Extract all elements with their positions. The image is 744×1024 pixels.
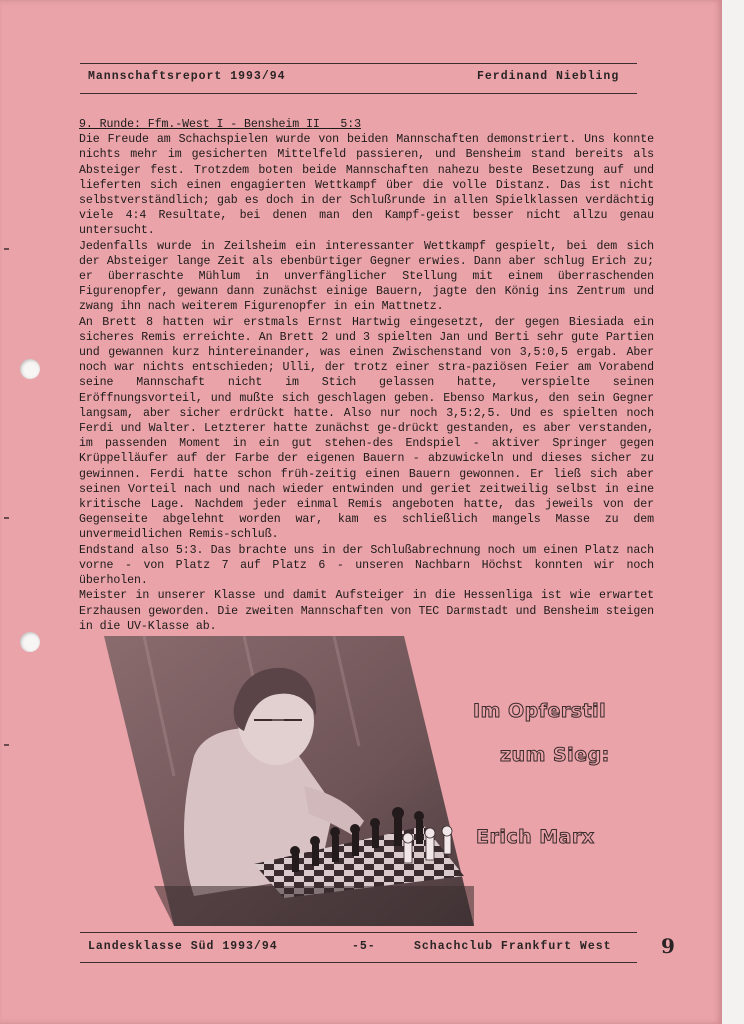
punch-hole	[20, 632, 40, 652]
footer-right: Schachclub Frankfurt West	[414, 940, 612, 953]
paragraph: Endstand also 5:3. Das brachte uns in der Schlußabrechnung noch um einen Platz nach vorne - von Platz 7 auf Platz 6 - unseren Nachbarn Höchst konnten wir noch überholen.	[79, 543, 654, 588]
caption-line-2: zum Sieg:	[500, 744, 610, 766]
margin-mark	[4, 248, 9, 250]
margin-mark	[4, 744, 9, 746]
caption-line-1: Im Opferstil	[473, 700, 607, 722]
footer-rule-bottom	[80, 962, 637, 963]
footer-left: Landesklasse Süd 1993/94	[88, 940, 278, 953]
chess-player-photo	[104, 636, 474, 926]
header-right: Ferdinand Niebling	[477, 70, 620, 83]
article	[79, 117, 654, 634]
header-left: Mannschaftsreport 1993/94	[88, 70, 286, 83]
header-rule-top	[80, 63, 637, 64]
page-number: 9	[661, 934, 675, 958]
margin-mark	[4, 517, 9, 519]
paragraph: Jedenfalls wurde in Zeilsheim ein interessanter Wettkampf gespielt, bei dem sich der Absteiger lange Zeit als ebenbürtiger Gegner erwies. Dann aber schlug Erich zu; er überraschte Mühlum in unverfänglicher Stellung mit einem überraschenden Figurenopfer, gewann dann zunächst einige Bauern, jagte den König ins Zentrum und zwang ihn nach weiterem Figurenopfer in ein Mattnetz.	[79, 239, 654, 314]
caption-name: Erich Marx	[476, 826, 595, 848]
paragraph: Meister in unserer Klasse und damit Aufsteiger in die Hessenliga ist wie erwartet Erzhausen geworden. Die zweiten Mannschaften von TEC Darmstadt und Bensheim steigen in die UV-Klasse ab.	[79, 589, 654, 633]
paragraph: Die Freude am Schachspielen wurde von beiden Mannschaften demonstriert. Uns konnte nichts mehr im gesicherten Mittelfeld passieren, und Bensheim stand bereits als Absteiger fest. Trotzdem boten beide Mannschaften nahezu beste Besetzung auf und lieferten sich einen engagierten Wettkampf über die volle Distanz. Das ist nicht selbstverständlich; gab es doch in der Schlußrunde in allen Spielklassen verdächtig viele 4:4 Resultate, bei denen man den Kampf-geist besser nicht allzu genau untersucht.	[79, 133, 654, 238]
punch-hole	[20, 359, 40, 379]
round-title: 9. Runde: Ffm.-West I - Bensheim II 5:3	[79, 118, 361, 131]
footer-rule-top	[80, 932, 637, 933]
paragraph: An Brett 8 hatten wir erstmals Ernst Hartwig eingesetzt, der gegen Biesiada ein sicheres Remis erreichte. An Brett 2 und 3 spielten Jan und Berti sehr gute Partien und gewannen kurz hintereinander, was einen Zwischenstand von 3,5:0,5 ergab. Aber noch war nichts entschieden; Ulli, der trotz einer stra-paziösen Feier am Vorabend seine Mannschaft nicht im Stich gelassen hatte, verspielte seinen Eröffnungsvorteil, und mußte sich geschlagen geben. Ebenso Markus, den sein Gegner langsam, aber sicher erdrückt hatte. Also nur noch 3,5:2,5. Und es spielten noch Ferdi und Walter. Letzterer hatte zunächst ge-drückt gestanden, es aber verstanden, im passenden Moment in ein gut stehen-des Endspiel - aktiver Springer gegen Krüppelläufer auf der Farbe der eigenen Bauern - abzuwickeln und dieses sicher zu gewinnen. Ferdi hatte schon früh-zeitig einen Bauern gewonnen. Er ließ sich aber seinen Vorteil nach und nach wieder entwinden und geriet zeitweilig selbst in eine kritische Lage. Nachdem jeder einmal Remis angeboten hatte, das jeweils von der Gegenseite abgelehnt worden war, kam es schließlich mangels Masse zu dem unvermeidlichen Remis-schluß.	[79, 315, 654, 542]
header-rule-bottom	[80, 93, 637, 94]
footer-page-label: -5-	[352, 940, 376, 953]
